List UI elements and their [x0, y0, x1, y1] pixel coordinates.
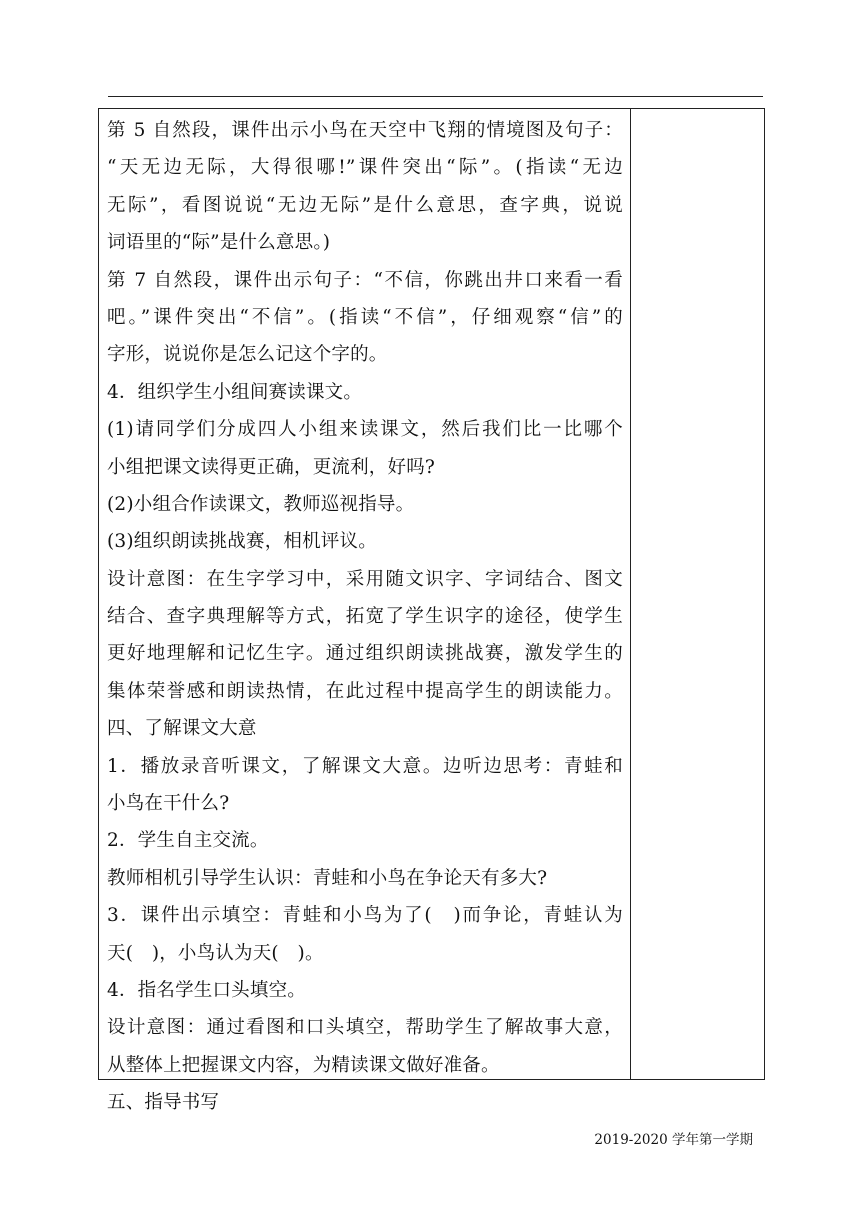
table-column-divider [630, 108, 631, 1080]
text-line: 字形，说说你是怎么记这个字的。 [107, 344, 388, 366]
text-line: 天( )，小鸟认为天( )。 [107, 942, 324, 964]
lesson-content-cell [107, 112, 623, 1122]
text-line: 更好地理解和记忆生字。通过组织朗读挑战赛，激发学生的 [107, 643, 623, 665]
text-line: 第 7 自然段，课件出示句子：“不信，你跳出井口来看一看 [107, 269, 623, 291]
text-line: 词语里的“际”是什么意思。) [107, 232, 331, 254]
text-line: 第 5 自然段，课件出示小鸟在天空中飞翔的情境图及句子： [107, 120, 623, 141]
text-line: 小鸟在干什么? [107, 793, 230, 815]
text-line: 无际”，看图说说“无边无际”是什么意思，查字典，说说 [107, 194, 623, 216]
text-line: 小组把课文读得更正确，更流利，好吗? [107, 456, 436, 478]
text-line: 集体荣誉感和朗读热情，在此过程中提高学生的朗读能力。 [107, 680, 623, 702]
text-line: (3)组织朗读挑战赛，相机评议。 [107, 531, 377, 553]
header-rule [108, 96, 763, 97]
text-line: 设计意图：在生字学习中，采用随文识字、字词结合、图文 [107, 568, 623, 590]
text-line: 四、了解课文大意 [107, 718, 257, 740]
text-line: 3．课件出示填空：青蛙和小鸟为了( )而争论，青蛙认为 [107, 905, 623, 927]
text-line: 1．播放录音听课文，了解课文大意。边听边思考：青蛙和 [107, 755, 623, 777]
text-line: 结合、查字典理解等方式，拓宽了学生识字的途径，使学生 [107, 606, 623, 628]
text-line: 从整体上把握课文内容，为精读课文做好准备。 [107, 1054, 500, 1076]
text-line: 2．学生自主交流。 [107, 830, 269, 852]
text-line: (2)小组合作读课文，教师巡视指导。 [107, 493, 415, 515]
text-line: 设计意图：通过看图和口头填空，帮助学生了解故事大意， [107, 1017, 623, 1039]
text-line: 4．组织学生小组间赛读课文。 [107, 381, 363, 403]
text-line: 教师相机引导学生认识：青蛙和小鸟在争论天有多大? [107, 867, 548, 889]
text-line: 五、指导书写 [107, 1092, 220, 1114]
text-line: 4．指名学生口头填空。 [107, 979, 306, 1001]
text-line: 吧。”课件突出“不信”。(指读“不信”，仔细观察“信”的 [107, 306, 623, 328]
text-line: “天无边无际，大得很哪!”课件突出“际”。(指读“无边 [107, 157, 623, 179]
footer-semester: 2019-2020 学年第一学期 [594, 1132, 753, 1148]
text-line: (1)请同学们分成四人小组来读课文，然后我们比一比哪个 [107, 419, 623, 441]
